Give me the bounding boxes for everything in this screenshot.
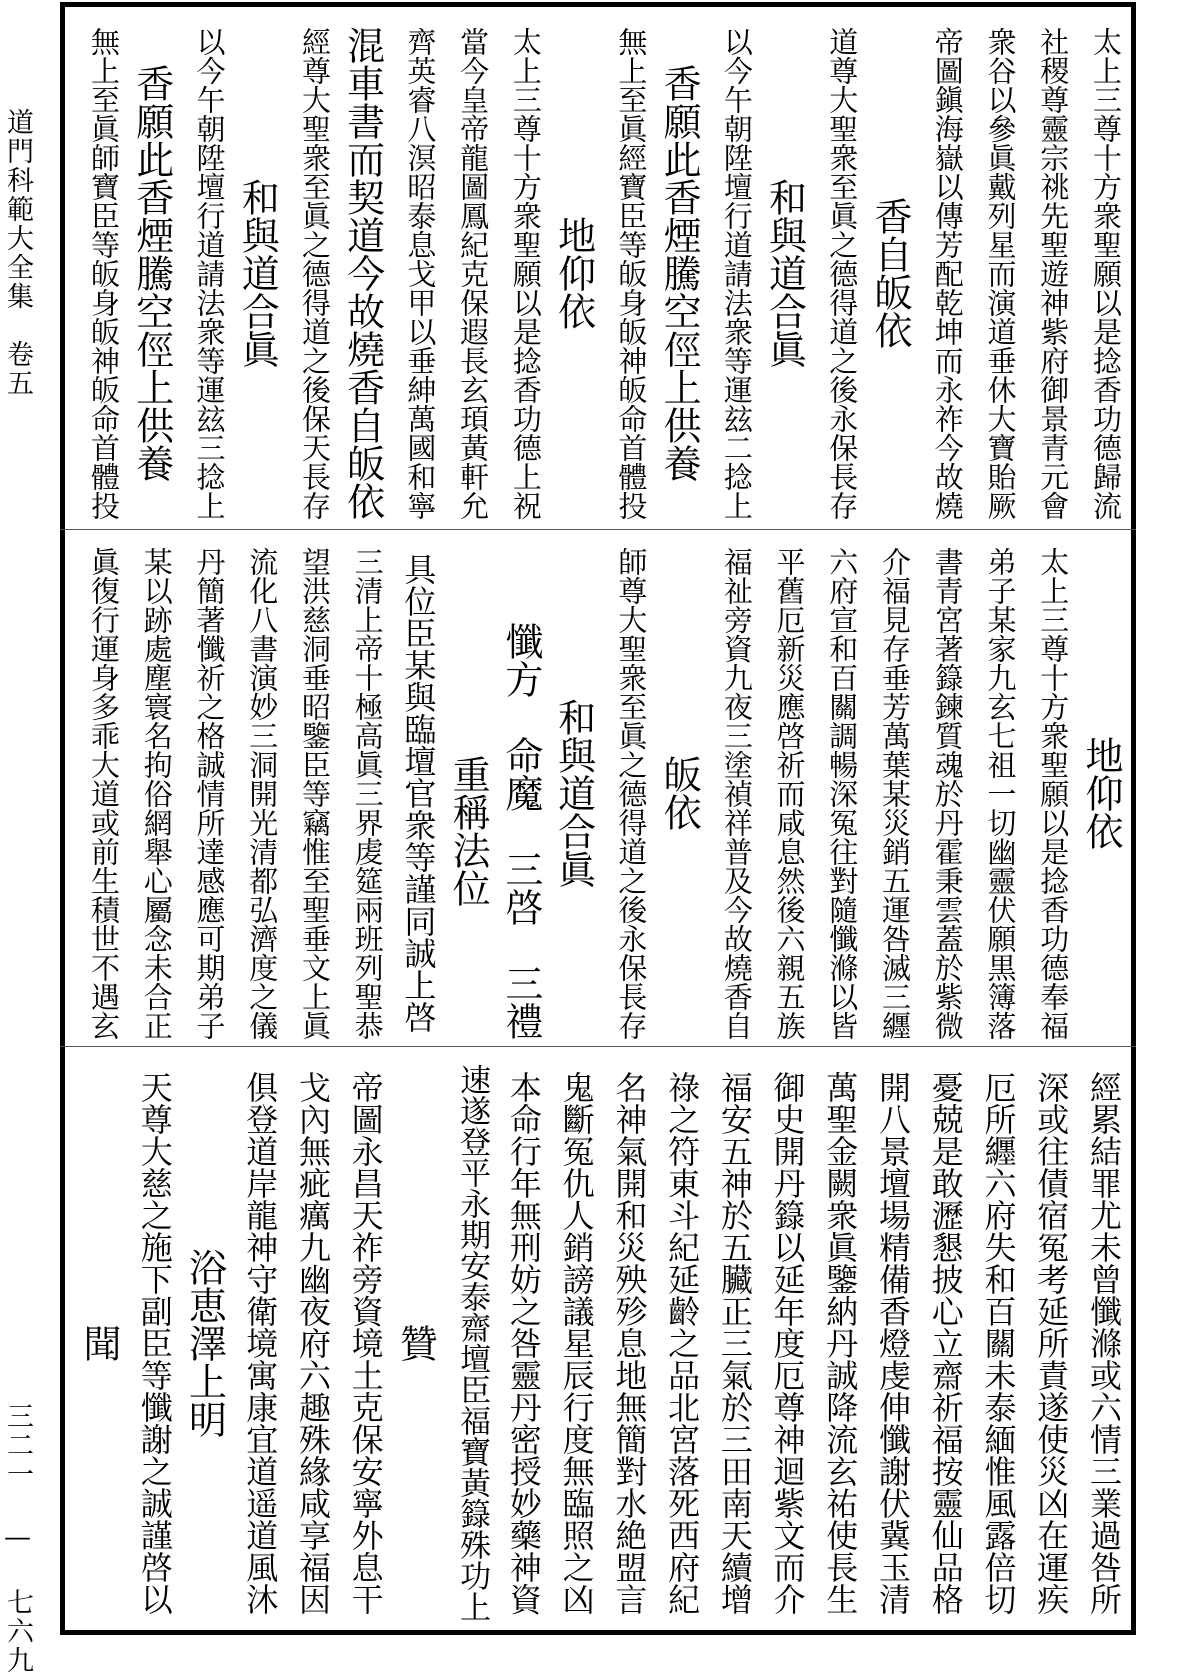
text-column: 當今皇帝龍圖鳳紀克保遐長玄頊黃軒允 bbox=[456, 26, 491, 520]
text-panel-bottom bbox=[76, 1063, 1123, 1623]
text-column: 經累結罪尤未曾懺滌或六情三業過咎所 bbox=[1084, 1071, 1123, 1615]
text-column: 以今午朝陞壇行道請法衆等運玆二捻上 bbox=[719, 26, 754, 520]
text-column: 和與道合眞 bbox=[551, 698, 596, 888]
text-column: 皈依 bbox=[657, 755, 702, 831]
text-column: 贊 bbox=[393, 1324, 438, 1362]
text-panel-middle bbox=[76, 546, 1123, 1040]
text-column: 和與道合眞 bbox=[235, 178, 280, 368]
text-column: 厄所纒六府失和百關未泰緬惟風露倍切 bbox=[979, 1071, 1018, 1615]
text-column: 弟子某家九玄七祖一切幽靈伏願黒簿落 bbox=[983, 546, 1018, 1040]
text-column: 地仰依 bbox=[551, 216, 596, 330]
text-column: 和與道合眞 bbox=[762, 178, 807, 368]
text-column: 帝圖永昌天祚旁資境土克保安寧外息干 bbox=[346, 1071, 385, 1615]
text-column: 以今午朝陞壇行道請法衆等運玆三捻上 bbox=[192, 26, 227, 520]
text-column: 福祉旁資九夜三塗禎祥普及今故燒香自 bbox=[719, 546, 754, 1040]
text-column: 太上三尊十方衆聖願以是捻香功德上祝 bbox=[508, 26, 543, 520]
text-column: 香願此香煙騰空俓上供養 bbox=[657, 64, 702, 482]
text-column: 書青宮著籙鍊質魂於丹霍秉雲蓋於紫微 bbox=[930, 546, 965, 1040]
text-column: 望洪慈洞垂昭鑒臣等竊惟至聖垂文上眞 bbox=[297, 546, 332, 1040]
text-column: 香願此香煙騰空俓上供養 bbox=[129, 64, 174, 482]
text-column: 道尊大聖衆至眞之德得道之後永保長存 bbox=[825, 26, 860, 520]
text-column: 三清上帝十極高眞三界䖍筵兩班列聖恭 bbox=[350, 546, 385, 1040]
text-column: 社稷尊靈宗祧先聖遊神紫府御景青元會 bbox=[1036, 26, 1071, 520]
text-column: 祿之符東斗紀延齡之品北宮落死西府紀 bbox=[663, 1071, 702, 1615]
text-column: 介福見存垂芳萬葉某災銷五運咎滅三纒 bbox=[878, 546, 913, 1040]
text-column: 某以跡處塵寰名拘俗網舉心屬念未合正 bbox=[139, 546, 174, 1040]
page-number: 三二一 — 七六九 bbox=[2, 1402, 33, 1675]
text-column: 太上三尊十方衆聖願以是捻香功德奉福 bbox=[1036, 546, 1071, 1040]
book-title: 道門科範大全集 卷五 bbox=[2, 108, 33, 398]
text-column: 混車書而契道今故燒香自皈依 bbox=[340, 26, 385, 520]
text-panel-top bbox=[76, 26, 1123, 520]
text-column: 萬聖金闕衆眞鑒納丹誠降流玄祐使長生 bbox=[821, 1071, 860, 1615]
text-column: 衆谷以參眞戴列星而演道垂休大寶貽厥 bbox=[983, 26, 1018, 520]
panel-divider bbox=[60, 529, 1136, 530]
text-column: 無上至眞師寶臣等皈身皈神皈命首體投 bbox=[87, 26, 121, 520]
text-column: 具位臣某與臨壇官衆等謹同誠上啓 bbox=[399, 553, 438, 1033]
text-column: 天尊大慈之施下副臣等懺謝之誠謹啓以 bbox=[135, 1071, 174, 1615]
text-column: 本命行年無刑妨之咎靈丹密授妙藥神資 bbox=[504, 1071, 543, 1615]
text-column: 浴恵澤上明 bbox=[182, 1248, 227, 1438]
text-column: 齊英睿八溟昭泰息戈甲以垂紳萬國和寧 bbox=[403, 26, 438, 520]
text-column: 戈內無疵癘九幽夜府六趣殊緣咸享福因 bbox=[293, 1071, 332, 1615]
text-column: 俱登道岸龍神守衛境寓康宜道遥道風沐 bbox=[241, 1071, 280, 1615]
text-column: 憂兢是敢瀝懇披心立齋祈福按靈仙品格 bbox=[926, 1071, 965, 1615]
panel-divider bbox=[60, 1046, 1136, 1047]
text-column: 地仰依 bbox=[1078, 736, 1123, 850]
text-column: 香自皈依 bbox=[868, 197, 913, 349]
text-column: 平舊厄新災應啓祈而咸息然後六親五族 bbox=[772, 546, 807, 1040]
text-column: 懺方 命魔 三啓 三禮 bbox=[498, 546, 543, 1040]
text-column: 經尊大聖衆至眞之德得道之後保天長存 bbox=[297, 26, 332, 520]
text-column: 無上至眞經寶臣等皈身皈神皈命首體投 bbox=[614, 26, 649, 520]
text-column: 重稱法位 bbox=[446, 679, 491, 907]
text-column: 聞 bbox=[77, 1324, 121, 1362]
text-column: 開八景壇場精備香燈虔伸懺謝伏冀玉清 bbox=[874, 1071, 913, 1615]
text-column: 名神氣開和災殃殄息地無簡對水絶盟言 bbox=[610, 1071, 649, 1615]
text-column: 師尊大聖衆至眞之德得道之後永保長存 bbox=[614, 546, 649, 1040]
text-column: 鬼斷冤仇人銷謗議星辰行度無臨照之凶 bbox=[557, 1071, 596, 1615]
text-column: 太上三尊十方衆聖願以是捻香功德歸流 bbox=[1088, 26, 1123, 520]
text-column: 深或往債宿冤考延所責遂使災凶在運疾 bbox=[1032, 1071, 1071, 1615]
text-column: 帝圖鎭海嶽以傳芳配乾坤而永祚今故燒 bbox=[930, 26, 965, 520]
text-column: 六府宣和百關調暢深冤往對隨懺滌以皆 bbox=[825, 546, 860, 1040]
text-column: 福安五神於五臟正三氣於三田南天續增 bbox=[715, 1071, 754, 1615]
text-column: 眞復行運身多乖大道或前生積世不遇玄 bbox=[87, 546, 121, 1040]
text-column: 丹簡著懺祈之格誠情所達感應可期弟子 bbox=[192, 546, 227, 1040]
text-column: 流化八書演妙三洞開光清都弘濟度之儀 bbox=[245, 546, 280, 1040]
text-column: 御史開丹籙以延年度厄尊神迴紫文而介 bbox=[768, 1071, 807, 1615]
text-column: 速遂登平永期安泰齋壇臣福寶黃籙殊功上 bbox=[454, 1064, 491, 1622]
